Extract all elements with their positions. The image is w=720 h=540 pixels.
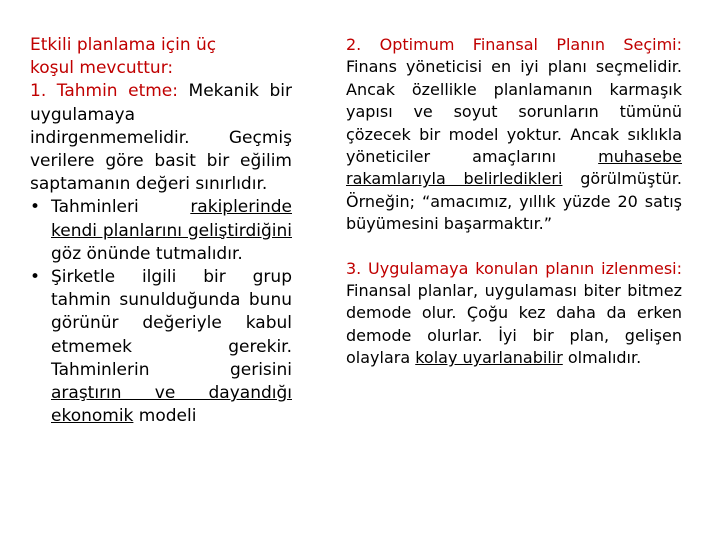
heading-part1: Etkili planlama için üç — [30, 35, 217, 55]
item-2-pre: Finans yöneticisi en iyi planı seçmelidir. Ancak özellikle planlamanın karmaşık yapısı ve soyut sorunların tümünü çözecek bir model yoktur. Ancak sıklıkla yöneticiler amaçlarını — [346, 57, 682, 167]
item-3-pre: Finansal planlar, uygulaması biter bitmez demode olur. Çoğu kez daha da erken demode olurlar. İyi bir plan, gelişen olaylara — [346, 281, 682, 368]
item-1-title: 1. Tahmin etme: — [30, 81, 178, 102]
bullet-2-underlined: araştırın ve dayandığı ekonomik — [51, 383, 292, 427]
bullet-1-post: göz önünde tutmalıdır. — [51, 243, 243, 264]
right-column — [346, 34, 682, 370]
item-3-underlined: kolay uyarlanabilir — [415, 348, 563, 368]
item-3 — [346, 258, 682, 370]
item-2-title: 2. Optimum Finansal Planın Seçimi: — [346, 35, 682, 54]
bullet-2-pre: Şirketle ilgili bir grup tahmin sunulduğunda bunu görünür değeriyle kabul etmemek gerekir. Tahminlerin gerisini — [51, 267, 292, 380]
bullet-icon: • — [30, 197, 41, 218]
item-1-text: Mekanik bir uygulamaya indirgenmemelidir. Geçmiş verilere göre basit bir eğilim saptamanın değeri sınırlıdır. — [30, 81, 293, 195]
item-2 — [346, 34, 682, 236]
bullet-1-pre: Tahminleri — [51, 197, 191, 218]
bullet-1-underlined: rakiplerinde kendi planlarını geliştirdiğini — [51, 197, 292, 241]
spacer — [346, 236, 682, 258]
item-1 — [30, 80, 292, 196]
item-2-post: görülmüştür. Örneğin; “amacımız, yıllık yüzde 20 satış büyümesini başarmaktır.” — [346, 169, 682, 234]
bullet-icon: • — [30, 267, 41, 288]
item-3-title: 3. Uygulamaya konulan planın izlenmesi: — [346, 258, 682, 278]
left-column — [30, 34, 292, 428]
bullet-2-post: modeli — [133, 406, 197, 427]
bullet-2 — [30, 266, 292, 428]
item-3-post: olmalıdır. — [562, 348, 642, 368]
heading-part2: koşul mevcuttur: — [30, 58, 174, 79]
bullet-1 — [30, 196, 292, 266]
item-2-underlined: muhasebe rakamlarıyla belirledikleri — [346, 147, 682, 189]
heading — [30, 34, 292, 80]
